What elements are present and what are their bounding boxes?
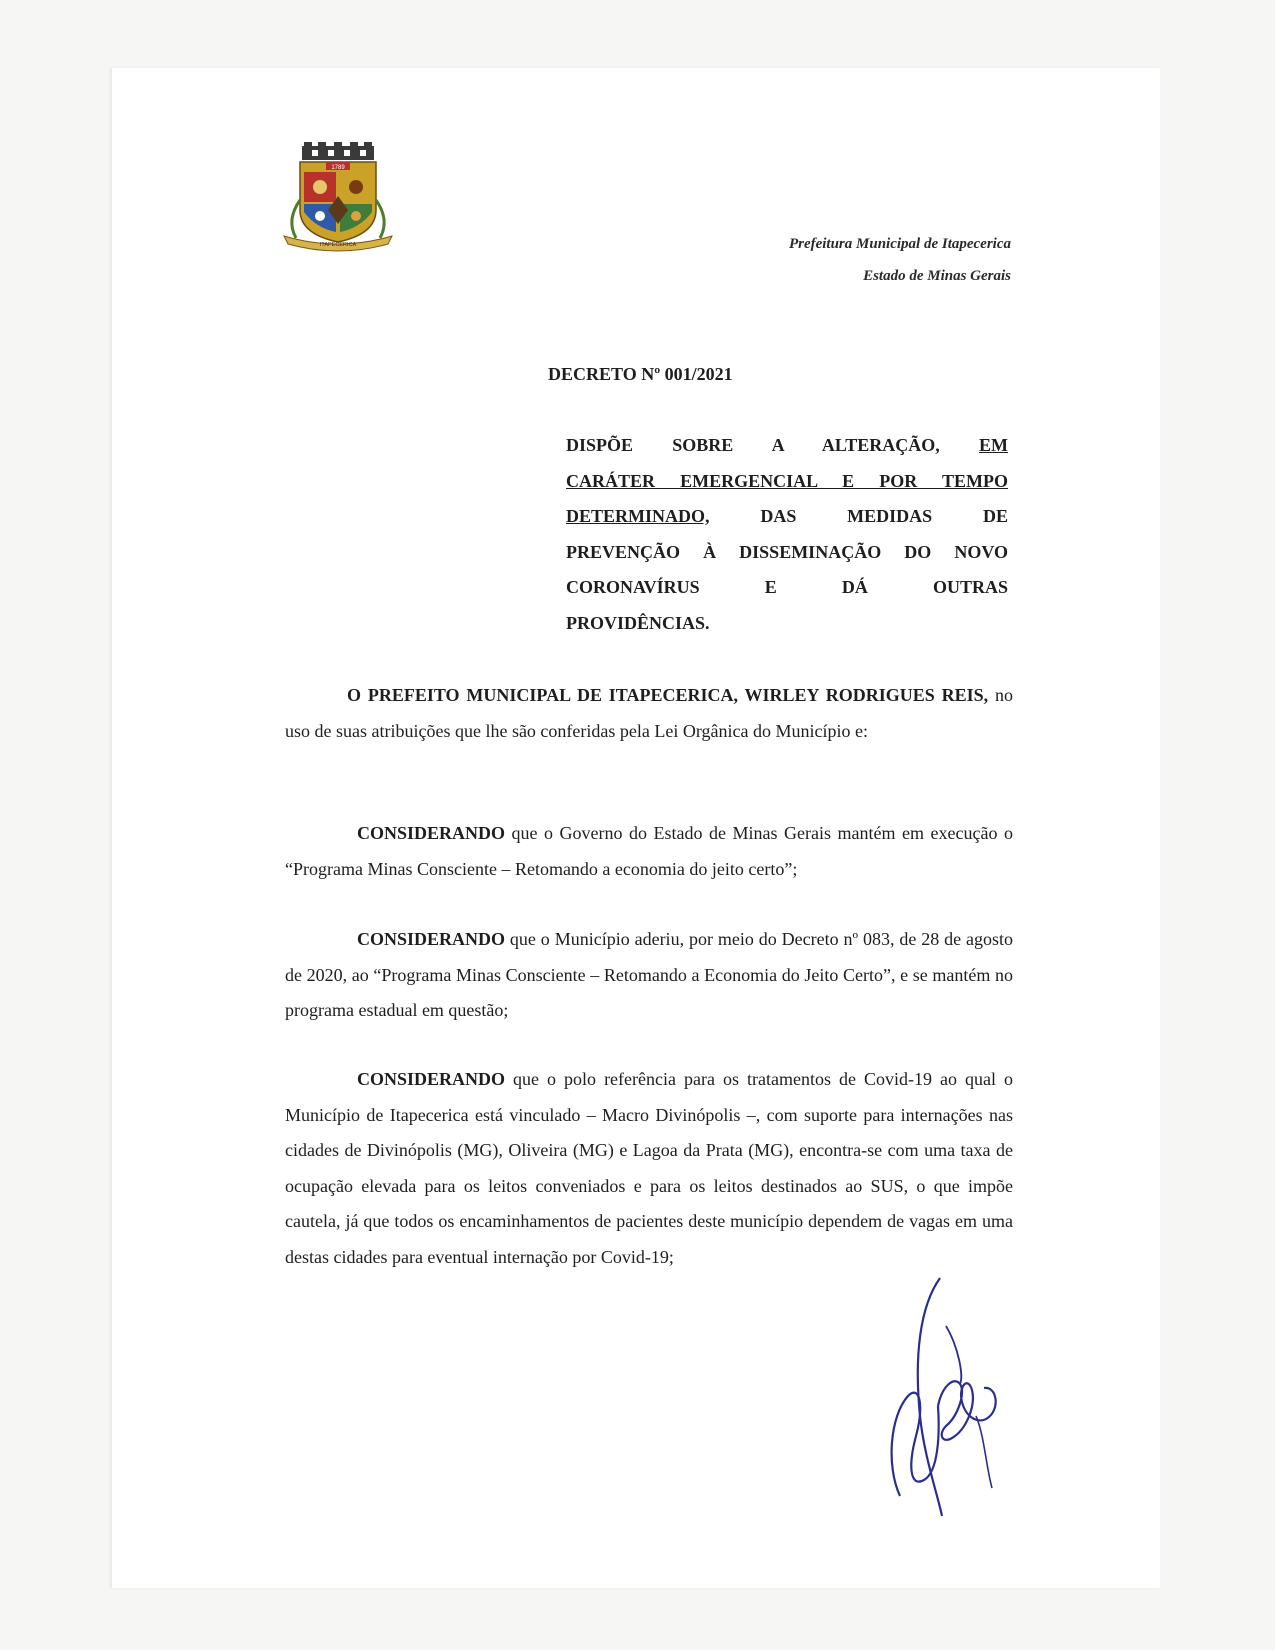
considerando-text: que o Governo do Estado de Minas Gerais mantém em execução o “Programa Minas Consciente – Retomando a economia do jeito certo”; bbox=[285, 823, 1013, 879]
ementa-text: DISPÕE SOBRE A ALTERAÇÃO, bbox=[566, 435, 940, 455]
considerando-text: que o polo referência para os tratamentos de Covid-19 ao qual o Município de Itapecerica está vinculado – Macro Divinópolis –, com suporte para internações nas cidades de Divinópolis (MG), Oliveira (MG) e Lagoa da Prata (MG), encontra-se com uma taxa de ocupação elevada para os leitos conveniados e para os leitos destinados ao SUS, o que impõe cautela, já que todos os encaminhamentos de pacientes deste município dependem de vagas em uma destas cidades para eventual internação por Covid-19; bbox=[285, 1069, 1013, 1267]
ementa-line: PROVIDÊNCIAS. bbox=[566, 612, 710, 633]
ementa-underlined-text: EM bbox=[979, 435, 1009, 455]
signature-icon bbox=[880, 1266, 1010, 1526]
crest-ribbon-text: ITAPECERICA bbox=[319, 242, 357, 248]
decree-title: DECRETO Nº 001/2021 bbox=[548, 364, 733, 384]
considerando-paragraph bbox=[285, 1062, 1013, 1276]
mayor-heading: O PREFEITO MUNICIPAL DE ITAPECERICA, WIRLEY RODRIGUES REIS, bbox=[347, 685, 989, 705]
intro-text: no uso de suas atribuições que lhe são conferidas pela Lei Orgânica do Município e: bbox=[285, 685, 1014, 741]
ementa-line: PREVENÇÃO À DISSEMINAÇÃO DO NOVO bbox=[566, 541, 1008, 562]
considerando-label: CONSIDERANDO bbox=[357, 823, 506, 843]
considerando-label: CONSIDERANDO bbox=[357, 929, 506, 949]
ementa-line: CARÁTER EMERGENCIAL E POR TEMPO bbox=[566, 470, 1008, 491]
ementa-text: DAS MEDIDAS DE bbox=[760, 506, 1009, 526]
considerando-text: que o Município aderiu, por meio do Decreto nº 083, de 28 de agosto de 2020, ao “Programa Minas Consciente – Retomando a Economia do Jeito Certo”, e se mantém no programa estadual em questão; bbox=[285, 929, 1013, 1021]
considerando-paragraph bbox=[285, 816, 1013, 887]
considerando-label: CONSIDERANDO bbox=[357, 1069, 506, 1089]
intro-paragraph bbox=[285, 678, 1013, 749]
municipal-crest-icon bbox=[282, 140, 394, 252]
considerando-paragraph bbox=[285, 922, 1013, 1029]
decree-ementa bbox=[566, 428, 1008, 641]
ementa-line bbox=[566, 428, 1008, 464]
header-state: Estado de Minas Gerais bbox=[863, 268, 1011, 284]
crest-year: 1789 bbox=[331, 165, 345, 171]
ementa-line: CORONAVÍRUS E DÁ OUTRAS bbox=[566, 577, 1008, 597]
header-municipality: Prefeitura Municipal de Itapecerica bbox=[788, 236, 1011, 252]
ementa-line bbox=[566, 499, 1008, 535]
ementa-underlined-text: DETERMINADO, bbox=[566, 506, 710, 526]
